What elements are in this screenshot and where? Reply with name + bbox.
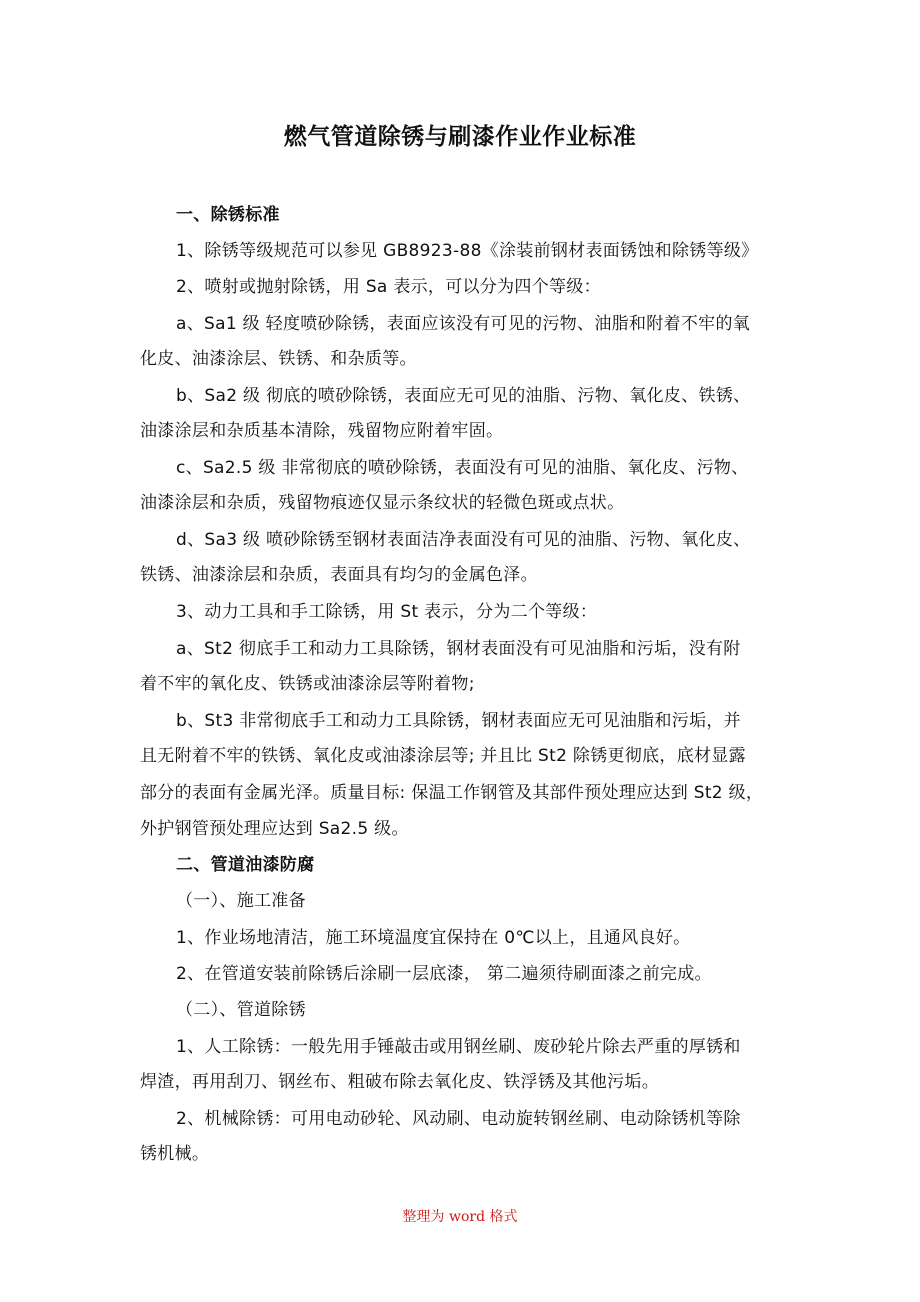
paragraph-line: d、Sa3 级 喷砂除锈至钢材表面洁净表面没有可见的油脂、污物、氧化皮、 <box>176 530 751 550</box>
paragraph-line: 2、在管道安装前除锈后涂刷一层底漆， 第二遍须待刷面漆之前完成。 <box>176 964 712 984</box>
paragraph-line: b、St3 非常彻底手工和动力工具除锈，钢材表面应无可见油脂和污垢，并 <box>176 711 741 731</box>
subsection-heading: （一）、施工准备 <box>176 891 306 911</box>
paragraph-line: 且无附着不牢的铁锈、氧化皮或油漆涂层等; 并且比 St2 除锈更彻底，底材显露 <box>140 746 746 766</box>
paragraph-line: 1、作业场地清洁，施工环境温度宜保持在 0℃以上，且通风良好。 <box>176 928 691 948</box>
paragraph-line: 1、人工除锈：一般先用手锤敲击或用钢丝刷、废砂轮片除去严重的厚锈和 <box>176 1037 741 1057</box>
paragraph-line: 焊渣，再用刮刀、钢丝布、粗破布除去氧化皮、铁浮锈及其他污垢。 <box>140 1072 659 1092</box>
paragraph-line: 着不牢的氧化皮、铁锈或油漆涂层等附着物; <box>140 674 475 694</box>
paragraph-line: 2、机械除锈：可用电动砂轮、风动刷、电动旋转钢丝刷、电动除锈机等除 <box>176 1109 741 1129</box>
paragraph-line: 油漆涂层和杂质，残留物痕迹仅显示条纹状的轻微色斑或点状。 <box>140 493 625 513</box>
section-heading-2: 二、管道油漆防腐 <box>176 855 315 875</box>
paragraph-line: 1、除锈等级规范可以参见 GB8923-88《涂装前钢材表面锈蚀和除锈等级》 <box>176 241 759 261</box>
paragraph-line: 油漆涂层和杂质基本清除，残留物应附着牢固。 <box>140 421 504 441</box>
paragraph-line: a、Sa1 级 轻度喷砂除锈，表面应该没有可见的污物、油脂和附着不牢的氧 <box>176 314 751 334</box>
paragraph-line: a、St2 彻底手工和动力工具除锈，钢材表面没有可见油脂和污垢，没有附 <box>176 639 741 659</box>
paragraph-line: 3、动力工具和手工除锈，用 St 表示，分为二个等级： <box>176 602 598 622</box>
section-heading-1: 一、除锈标准 <box>176 205 280 225</box>
page-title: 燃气管道除锈与刷漆作业作业标准 <box>283 124 637 150</box>
subsection-heading: （二）、管道除锈 <box>176 1000 306 1020</box>
paragraph-line: 锈机械。 <box>140 1144 210 1164</box>
paragraph-line: 铁锈、油漆涂层和杂质，表面具有均匀的金属色泽。 <box>140 565 538 585</box>
paragraph-line: b、Sa2 级 彻底的喷砂除锈，表面应无可见的油脂、污物、氧化皮、铁锈、 <box>176 386 751 406</box>
paragraph-line: 化皮、油漆涂层、铁锈、和杂质等。 <box>140 349 417 369</box>
paragraph-line: 外护钢管预处理应达到 Sa2.5 级。 <box>140 819 409 839</box>
paragraph-line: 2、喷射或抛射除锈，用 Sa 表示，可以分为四个等级： <box>176 277 601 297</box>
footer-note: 整理为 word 格式 <box>402 1209 518 1225</box>
paragraph-line: c、Sa2.5 级 非常彻底的喷砂除锈，表面没有可见的油脂、氧化皮、污物、 <box>176 458 749 478</box>
paragraph-line: 部分的表面有金属光泽。质量目标: 保温工作钢管及其部件预处理应达到 St2 级， <box>140 783 764 803</box>
